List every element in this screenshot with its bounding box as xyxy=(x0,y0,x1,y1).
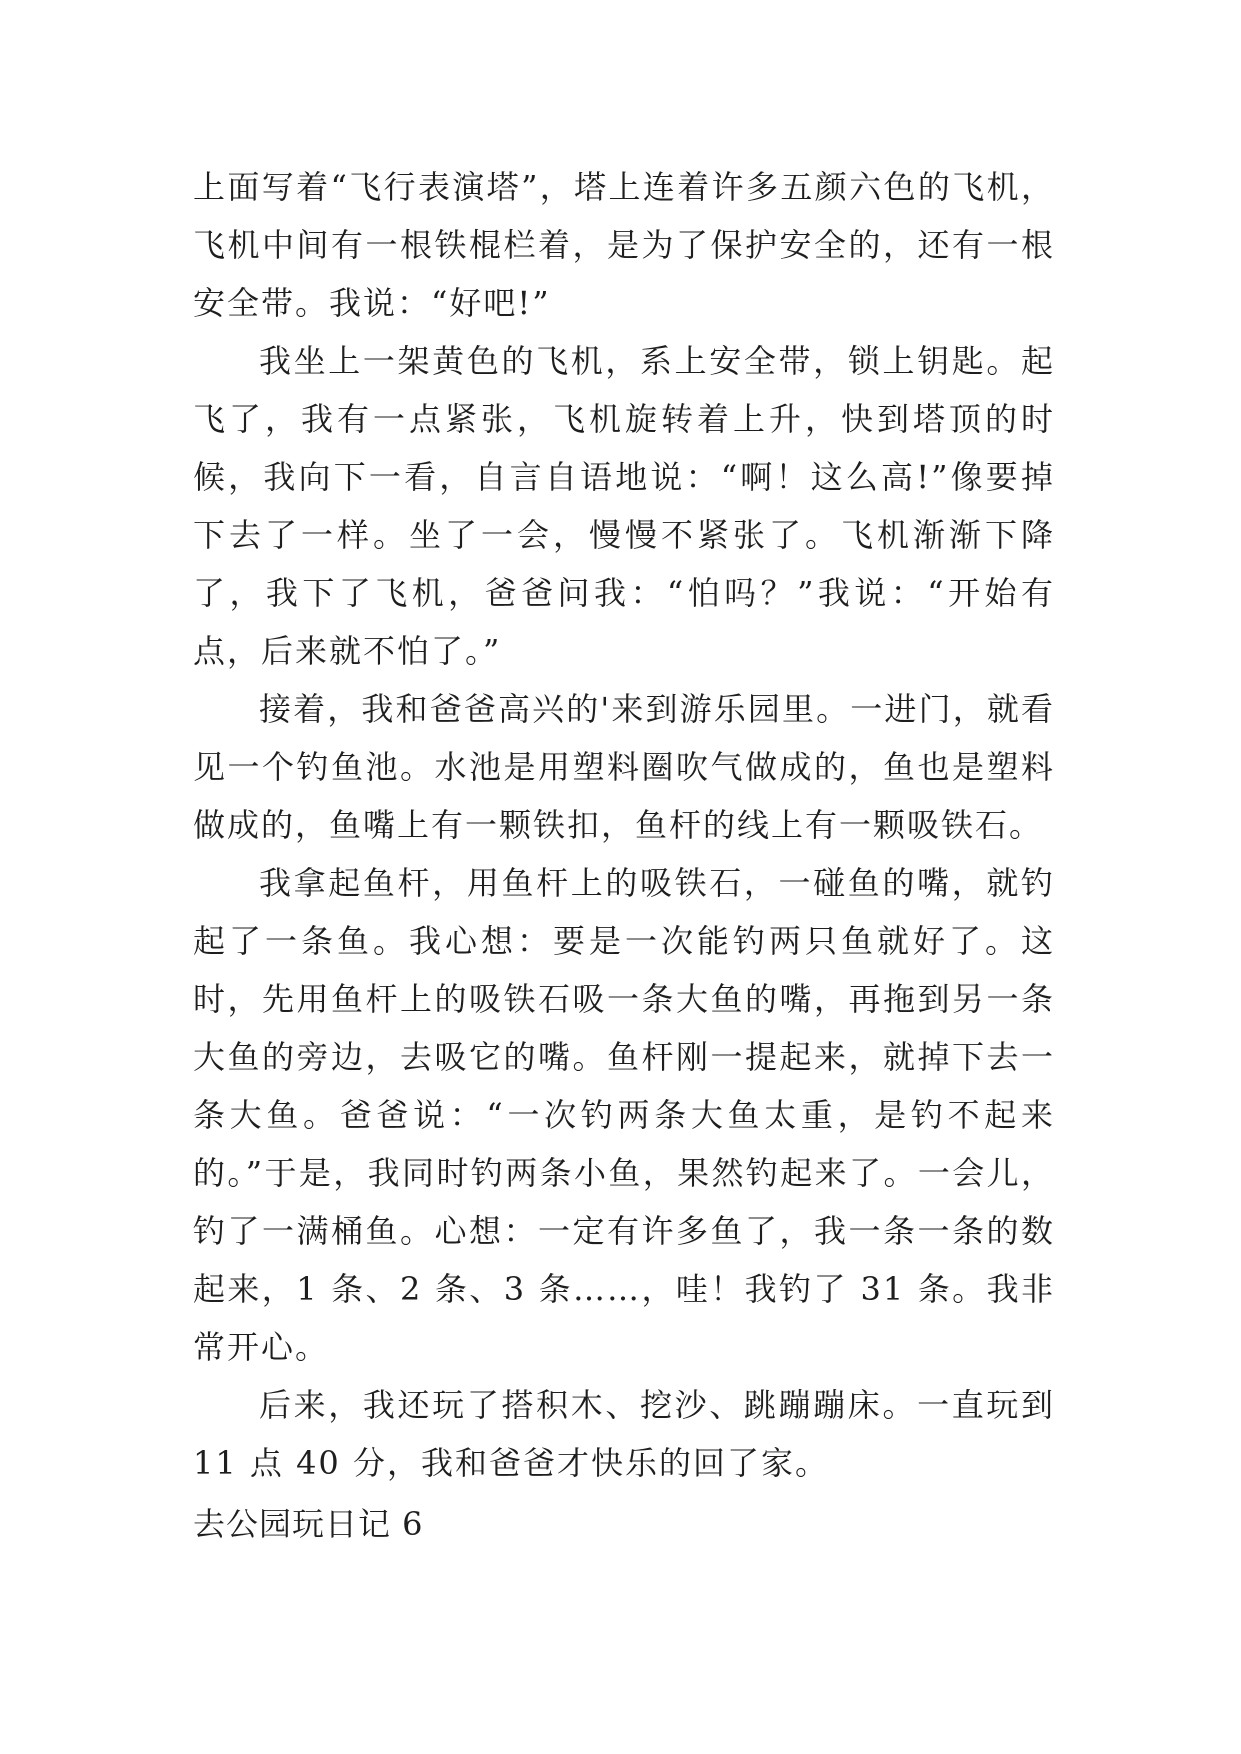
paragraph-fishing: 我拿起鱼杆，用鱼杆上的吸铁石，一碰鱼的嘴，就钓起了一条鱼。我心想：要是一次能钓两只鱼就好了。这时，先用鱼杆上的吸铁石吸一条大鱼的嘴，再拖到另一条大鱼的旁边，去吸它的嘴。鱼杆刚一提起来，就掉下去一条大鱼。爸爸说：“一次钓两条大鱼太重，是钓不起来的。”于是，我同时钓两条小鱼，果然钓起来了。一会儿，钓了一满桶鱼。心想：一定有许多鱼了，我一条一条的数起来，1 条、2 条、3 条……，哇！我钓了 31 条。我非常开心。 xyxy=(193,864,1055,1366)
paragraph-airplane-ride: 我坐上一架黄色的飞机，系上安全带，锁上钥匙。起飞了，我有一点紧张，飞机旋转着上升，快到塔顶的时候，我向下一看，自言自语地说：“啊！这么高!”像要掉下去了一样。坐了一会，慢慢不紧张了。飞机渐渐下降了，我下了飞机，爸爸问我：“怕吗？”我说：“开始有点，后来就不怕了。” xyxy=(193,342,1055,670)
paragraph-going-home: 后来，我还玩了搭积木、挖沙、跳蹦蹦床。一直玩到 11 点 40 分，我和爸爸才快乐的回了家。 xyxy=(193,1386,1055,1482)
paragraph-continued: 上面写着“飞行表演塔”，塔上连着许多五颜六色的飞机，飞机中间有一根铁棍栏着，是为了保护安全的，还有一根安全带。我说：“好吧!” xyxy=(193,168,1055,322)
body-text xyxy=(193,158,1055,1492)
paragraph-fishing-pool: 接着，我和爸爸高兴的'来到游乐园里。一进门，就看见一个钓鱼池。水池是用塑料圈吹气做成的，鱼也是塑料做成的，鱼嘴上有一颗铁扣，鱼杆的线上有一颗吸铁石。 xyxy=(193,690,1055,844)
next-diary-title: 去公园玩日记 6 xyxy=(193,1505,424,1543)
